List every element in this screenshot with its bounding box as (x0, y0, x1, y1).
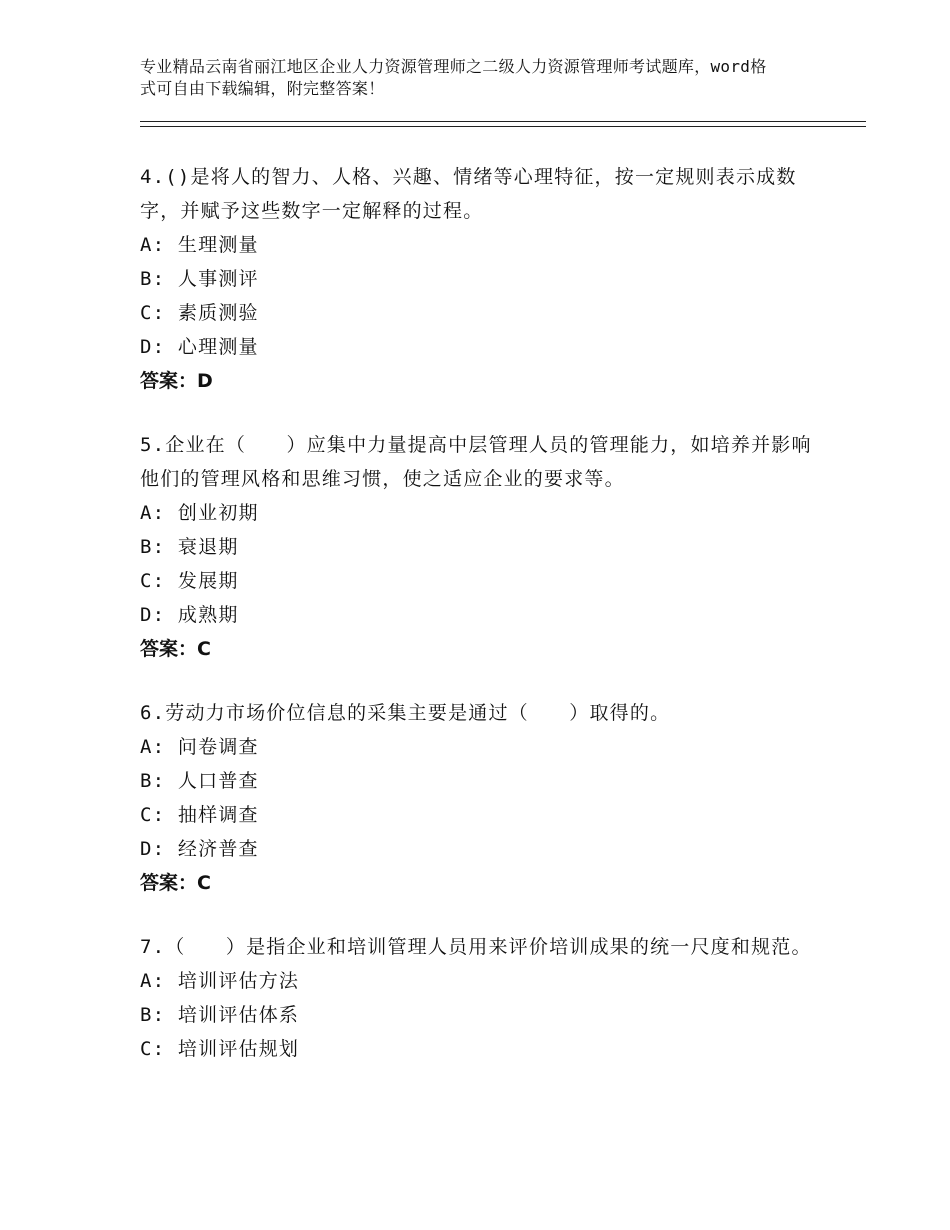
option-c: C: 培训评估规划 (140, 1038, 300, 1060)
option-b: B: 人事测评 (140, 268, 259, 290)
question-text: 7.（ ）是指企业和培训管理人员用来评价培训成果的统一尺度和规范。 (140, 936, 812, 958)
option-a: A: 问卷调查 (140, 736, 259, 758)
answer-label: 答案：C (140, 872, 211, 894)
option-c: C: 抽样调查 (140, 804, 259, 826)
question-text: 5.企业在（ ）应集中力量提高中层管理人员的管理能力，如培养并影响他们的管理风格和思维习惯，使之适应企业的要求等。 (140, 434, 812, 490)
question-text: 6.劳动力市场价位信息的采集主要是通过（ ）取得的。 (140, 702, 671, 724)
option-a: A: 创业初期 (140, 502, 259, 524)
option-b: B: 衰退期 (140, 536, 239, 558)
question-5 (140, 428, 820, 666)
option-b: B: 培训评估体系 (140, 1004, 300, 1026)
question-7 (140, 930, 820, 1066)
question-6 (140, 696, 820, 900)
option-b: B: 人口普查 (140, 770, 259, 792)
question-4 (140, 160, 820, 398)
option-d: D: 心理测量 (140, 336, 259, 358)
question-list (140, 160, 820, 1096)
option-a: A: 培训评估方法 (140, 970, 300, 992)
answer-label: 答案：C (140, 638, 211, 660)
header-divider (140, 121, 866, 127)
option-d: D: 经济普查 (140, 838, 259, 860)
option-c: C: 素质测验 (140, 302, 259, 324)
question-text: 4.()是将人的智力、人格、兴趣、情绪等心理特征，按一定规则表示成数字，并赋予这些数字一定解释的过程。 (140, 166, 797, 222)
answer-label: 答案：D (140, 370, 213, 392)
option-d: D: 成熟期 (140, 604, 239, 626)
document-header: 专业精品云南省丽江地区企业人力资源管理师之二级人力资源管理师考试题库，word格式可自由下载编辑，附完整答案！ (140, 57, 767, 98)
option-a: A: 生理测量 (140, 234, 259, 256)
option-c: C: 发展期 (140, 570, 239, 592)
